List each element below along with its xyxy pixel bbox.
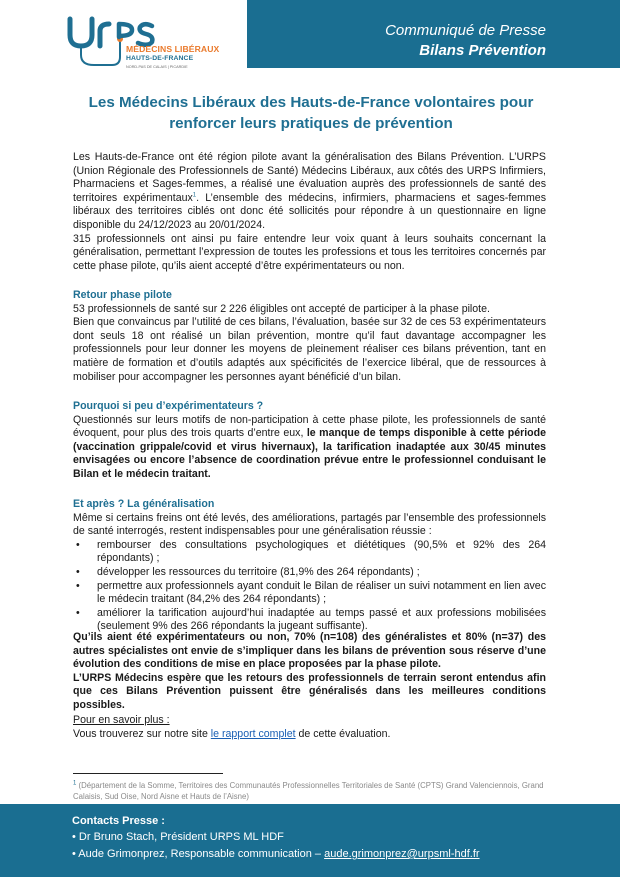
retour-title: Retour phase pilote [73,289,172,301]
pourquoi-paragraph [73,414,546,482]
header-banner [247,0,620,68]
list-item [73,607,546,634]
more-title: Pour en savoir plus : [73,714,170,726]
pourquoi-bold-text: le manque de temps disponible à cette période (vaccination grippale/covid et virus hivernaux), la tarification inadaptée aux 30/45 minutes envisagées ou encore l’absence de coordination prévue entre le professionnel conduisant le Bilan et le médecin traitant. [73,427,546,480]
more-paragraph [73,728,546,742]
footnote-number: 1 [73,780,77,787]
header-bilans: Bilans Prévention [419,42,546,59]
apres-bullet-list [73,539,546,634]
bullet-icon: • [76,579,80,592]
footer-contact-2-text: • Aude Grimonprez, Responsable communication – [72,848,325,860]
list-item-text: permettre aux professionnels ayant conduit le Bilan de réaliser un suivi notamment en lien avec le médecin traitant (84,2% des 264 répondants) ; [97,579,546,606]
footer-contact-1: • Dr Bruno Stach, Président URPS ML HDF [72,831,284,843]
conclusion-paragraph-1: Qu’ils aient été expérimentateurs ou non, 70% (n=108) des généralistes et 80% (n=37) des autres spécialistes ont envie de s’impliquer dans les bilans de prévention sous réserve d’une évolution des conditions de mise en place proposées par la phase pilote. [73,631,546,671]
footer-title: Contacts Presse : [72,815,165,827]
list-item [73,580,546,607]
footnote-text: (Département de la Somme, Territoires des Communautés Professionnelles Territoriales de Santé (CPTS) Grand Valenciennois, Grand Calaisis, Sud Oise, Nord Aisne et Hauts de l’Aisne) [73,781,544,801]
conclusion-paragraph-2: L’URPS Médecins espère que les retours des professionnels de terrain seront entendus afin que ces Bilans Prévention puissent être généralisés dans les meilleures conditions possibles. [73,671,546,711]
footer-banner [0,804,620,877]
pourquoi-text: Questionnés sur leurs motifs de non-participation à cette phase pilote, les professionnels de santé évoquent, pour plus des trois quarts d’entre eux, [73,413,546,440]
list-item-text: développer les ressources du territoire (81,9% des 264 répondants) ; [97,565,420,578]
list-item-text: rembourser des consultations psychologiques et diététiques (90,5% et 92% des 264 répondants) ; [97,538,546,565]
bullet-icon: • [76,538,80,551]
bullet-icon: • [76,565,80,578]
pourquoi-section [73,400,546,482]
footnote [73,780,546,802]
conclusion-section [73,631,546,713]
more-text-end: de cette évaluation. [295,727,391,740]
list-item [73,539,546,566]
list-item [73,566,546,580]
pourquoi-title: Pourquoi si peu d’expérimentateurs ? [73,400,264,412]
intro-paragraph-2: 315 professionnels ont ainsi pu faire entendre leur voix quant à leurs souhaits concernant la généralisation, permettant l’expression de toutes les professions et tous les territoires concernés par cette phase pilote, qu’ils aient accepté d’être expérimentateurs ou non. [73,232,546,272]
intro-p1-rest: . L’ensemble des médecins, infirmiers, pharmaciens et sages-femmes libéraux des territoires ciblés ont donc été sollicités pour répondre à un questionnaire en ligne disponible du 24/12/2023 au 20/01/2024. [73,191,546,231]
rapport-complet-link[interactable]: le rapport complet [210,727,296,740]
retour-paragraph-1: 53 professionnels de santé sur 2 226 éligibles ont accepté de participer à la phase pilote. [73,302,490,315]
contact-email-link[interactable]: aude.grimonprez@urpsml-hdf.fr [324,848,480,860]
intro-paragraph-1 [73,151,546,233]
urps-logo [64,15,220,77]
footnote-divider [73,773,223,774]
page-title: Les Médecins Libéraux des Hauts-de-France volontaires pour renforcer leurs pratiques de prévention [88,94,534,132]
logo-name: MÉDECINS LIBÉRAUX [126,44,220,54]
apres-section [73,498,546,634]
intro-p1-text: Les Hauts-de-France ont été région pilote avant la généralisation des Bilans Prévention. L’URPS (Union Régionale des Professionnels de Santé) Médecins Libéraux, aux côtés des URPS Infirmiers, Pharmaciens et Sages-femmes, a réalisé une évaluation auprès des professionnels de santé des territoires expérimentaux [73,151,546,204]
apres-paragraph: Même si certains freins ont été levés, des améliorations, partagés par l’ensemble des professionnels de santé interrogés, restent indispensables pour une généralisation réussie : [73,511,546,538]
bullet-icon: • [76,606,80,619]
retour-paragraph-2: Bien que convaincus par l’utilité de ces bilans, l’évaluation, basée sur 32 de ces 53 expérimentateurs dont seuls 18 ont réalisé un bilan prévention, montre qu’il faut davantage accompagner les professionnels pour leur donner les moyens de pleinement réaliser ces bilans prévention, tant en matière de formation et d’outils adaptés aux spécificités de l’exercice libéral, que de ressources à mobiliser pour accompagner les personnes ayant bénéficié d’un bilan. [73,316,546,383]
more-section [73,714,546,741]
retour-section [73,289,546,384]
more-text: Vous trouverez sur notre site [73,727,211,740]
intro-section [73,151,546,273]
logo-region: HAUTS-DE-FRANCE [126,55,194,62]
apres-title: Et après ? La généralisation [73,498,215,510]
footer-contact-2 [72,848,480,860]
logo-subregion: NORD-PAS DE CALAIS | PICARDIE [126,65,188,69]
header-communique: Communiqué de Presse [385,22,546,39]
list-item-text: améliorer la tarification aujourd’hui inadaptée au temps passé et aux professions mobilisées (seulement 9% des 266 répondants la jugeant suffisante). [97,606,546,633]
footnote-ref: 1 [192,192,197,199]
